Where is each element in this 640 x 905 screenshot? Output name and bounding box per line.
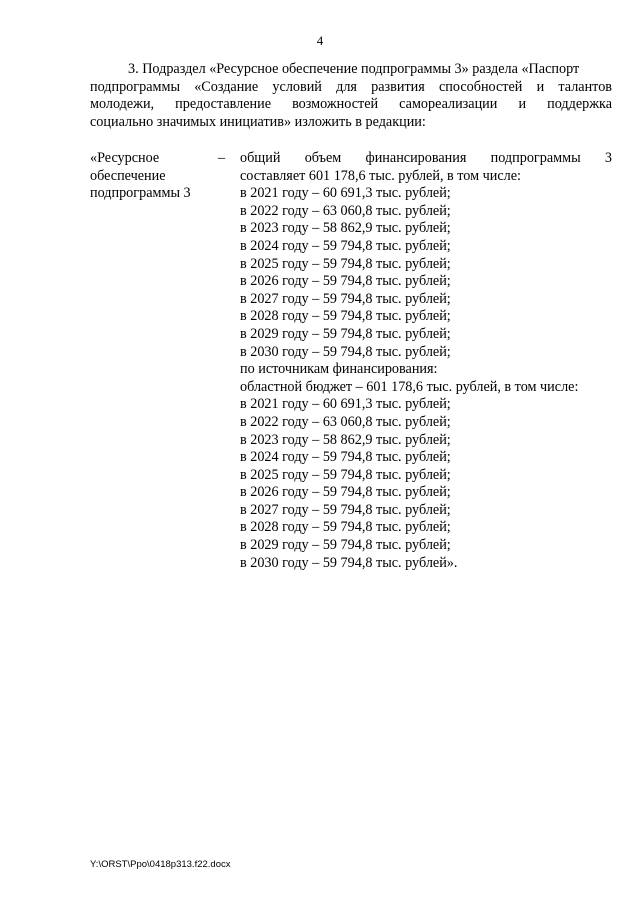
year-funding-line: в 2028 году – 59 794,8 тыс. рублей;	[240, 308, 451, 325]
regional-year-line: в 2030 году – 59 794,8 тыс. рублей».	[240, 554, 458, 571]
intro-paragraph	[90, 61, 612, 131]
sources-heading: по источникам финансирования:	[240, 361, 438, 378]
regional-year-line: в 2029 году – 59 794,8 тыс. рублей;	[240, 537, 451, 554]
intro-line: молодежи, предоставление возможностей самореализации и поддержка	[90, 96, 612, 113]
year-funding-line: в 2023 году – 58 862,9 тыс. рублей;	[240, 220, 451, 237]
label-line: подпрограммы 3	[90, 185, 191, 202]
year-funding-line: в 2029 году – 59 794,8 тыс. рублей;	[240, 325, 451, 342]
separator-dash: –	[218, 150, 226, 166]
regional-year-line: в 2023 году – 58 862,9 тыс. рублей;	[240, 431, 451, 448]
label-line: «Ресурсное	[90, 150, 160, 166]
intro-line: социально значимых инициатив» изложить в редакции:	[90, 113, 426, 130]
total-funding-line: составляет 601 178,6 тыс. рублей, в том числе:	[240, 167, 521, 184]
resource-value	[240, 150, 612, 572]
regional-year-line: в 2025 году – 59 794,8 тыс. рублей;	[240, 466, 451, 483]
regional-year-line: в 2026 году – 59 794,8 тыс. рублей;	[240, 484, 451, 501]
regional-year-line: в 2021 году – 60 691,3 тыс. рублей;	[240, 396, 451, 413]
year-funding-line: в 2030 году – 59 794,8 тыс. рублей;	[240, 343, 451, 360]
label-line: обеспечение	[90, 167, 166, 184]
regional-year-line: в 2027 году – 59 794,8 тыс. рублей;	[240, 501, 451, 518]
year-funding-line: в 2021 году – 60 691,3 тыс. рублей;	[240, 185, 451, 202]
intro-line: 3. Подраздел «Ресурсное обеспечение подпрограммы 3» раздела «Паспорт	[128, 61, 580, 77]
year-funding-line: в 2022 году – 63 060,8 тыс. рублей;	[240, 202, 451, 219]
regional-budget-line: областной бюджет – 601 178,6 тыс. рублей, в том числе:	[240, 378, 579, 395]
year-funding-line: в 2024 году – 59 794,8 тыс. рублей;	[240, 237, 451, 254]
year-funding-line: в 2026 году – 59 794,8 тыс. рублей;	[240, 273, 451, 290]
page-number: 4	[316, 33, 324, 48]
regional-year-line: в 2028 году – 59 794,8 тыс. рублей;	[240, 519, 451, 536]
year-funding-line: в 2027 году – 59 794,8 тыс. рублей;	[240, 290, 451, 307]
year-funding-line: в 2025 году – 59 794,8 тыс. рублей;	[240, 255, 451, 272]
total-funding-line: общий объем финансирования подпрограммы 3	[240, 150, 612, 166]
intro-line: подпрограммы «Создание условий для развития способностей и талантов	[90, 78, 612, 95]
footer-file-path: Y:\ORST\Ppo\0418p313.f22.docx	[90, 859, 231, 870]
resource-label	[90, 150, 220, 203]
regional-year-line: в 2024 году – 59 794,8 тыс. рублей;	[240, 449, 451, 466]
regional-year-line: в 2022 году – 63 060,8 тыс. рублей;	[240, 413, 451, 430]
